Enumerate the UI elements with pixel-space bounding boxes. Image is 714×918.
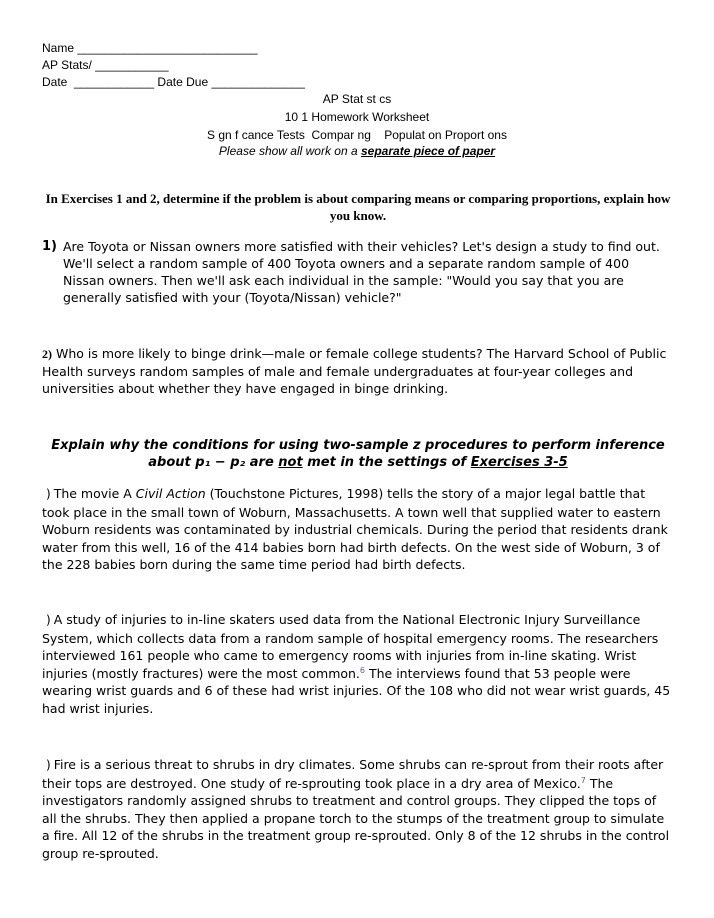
section2-instruction-b: met in the settings of [302,455,471,470]
question-3-text-b: (Touchstone Pictures, 1998) tells the story of a major legal battle that took place in the small town of Woburn, Massachusetts. A town well that supplied water to eastern Woburn residents was contaminated by industrial chemicals. During the period that residents drank water from this well, 16 of the 414 babies born had birth defects. On the west side of Woburn, 3 of the 228 babies born during the same time period had birth defects. [42,486,668,572]
question-4-footnote: 6 [359,665,366,675]
worksheet-title: 10 1 Homework Worksheet [284,110,430,124]
question-3-movie-title: Civil Action [135,486,206,501]
section2-instruction-not: not [278,455,303,470]
question-3-marker: ) [46,487,51,501]
question-4 [42,611,674,717]
question-5-text-b: The investigators randomly assigned shrubs to treatment and control groups. They clipped the tops of all the shrubs. They then applied a propane torch to the stumps of the treatment group to simulate a fire. All 12 of the shrubs in the treatment group re-sprouted. Only 8 of the 12 shrubs in the control group re-sprouted. [42,775,670,861]
date-line: Date ____________ Date Due ______________ [42,75,305,89]
class-line: AP Stats/ ___________ [42,58,169,72]
question-2 [42,345,674,397]
question-1-number: 1) [42,239,57,254]
question-3-text-a: The movie A [53,486,136,501]
topic-title: S gn f cance Tests Compar ng Populat on Proport ons [207,128,507,142]
work-note [0,143,714,159]
question-2-number: 2) [42,347,52,361]
question-4-text-b: The interviews found that 53 people were wearing wrist guards and 6 of these had wrist injuries. Of the 108 who did not wear wrist guards, 45 had wrist injuries. [42,665,671,716]
question-5-marker: ) [46,758,51,772]
question-2-text: Who is more likely to binge drink—male or female college students? The Harvard School of Public Health surveys random samples of male and female undergraduates at four-year colleges and universities about whether they have engaged in binge drinking. [42,346,667,396]
question-1-text: Are Toyota or Nissan owners more satisfied with their vehicles? Let's design a study to find out. We'll select a random sample of 400 Toyota owners and a separate random sample of 400 Nissan owners. Then we'll ask each individual in the sample: "Would you say that you are generally satisfied with your (Toyota/Nissan) vehicle?" [63,239,660,305]
question-5-text-a: Fire is a serious threat to shrubs in dry climates. Some shrubs can re-sprout from their roots after their tops are destroyed. One study of re-sprouting took place in a dry area of Mexico. [42,757,664,791]
section2-instruction-exercises: Exercises 3-5 [470,455,568,470]
name-line: Name ___________________________ [42,41,258,55]
course-title: AP Stat st cs [322,92,392,106]
work-note-prefix: Please show all work on a [218,144,361,158]
question-5 [42,756,674,862]
work-note-emphasis: separate piece of paper [361,144,496,158]
question-4-text-a: A study of injuries to in-line skaters used data from the National Electronic Injury Surveillance System, which collects data from a random sample of hospital emergency rooms. The researchers interviewed 161 people who came to emergency rooms with injuries from in-line skating. Wrist injuries (mostly fractures) were the most common. [42,612,659,681]
section1-instruction: In Exercises 1 and 2, determine if the problem is about comparing means or comparing proportions, explain how you know. [45,191,671,223]
section2-instruction-a: Explain why the conditions for using two-sample z procedures to perform inference about p₁ − p₂ are [51,438,665,470]
question-1 [42,238,674,306]
question-3 [42,485,674,574]
question-5-footnote: 7 [580,775,586,785]
section2-instruction [42,437,674,471]
question-4-marker: ) [46,613,51,627]
